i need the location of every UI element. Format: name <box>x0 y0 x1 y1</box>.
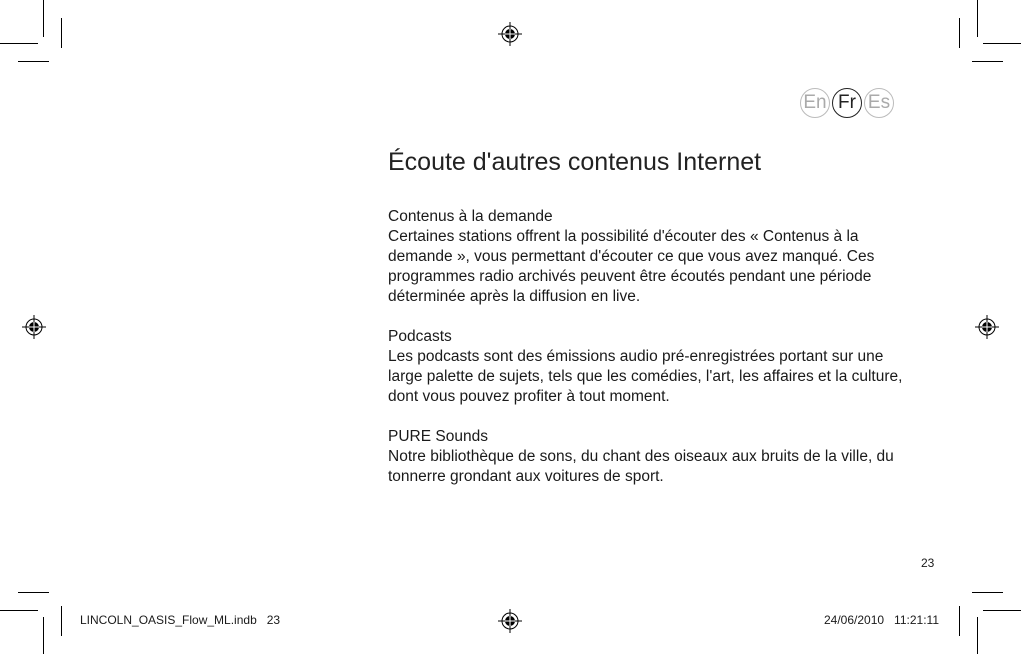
language-selector <box>800 88 894 118</box>
language-fr: Fr <box>832 88 862 118</box>
registration-mark-icon <box>21 314 47 340</box>
section-heading: Podcasts <box>388 328 452 345</box>
section-podcasts <box>388 327 908 407</box>
section-body: Les podcasts sont des émissions audio pré-enregistrées portant sur une large palette de sujets, tels que les comédies, l'art, les affaires et la culture, dont vous pouvez profiter à tout moment. <box>388 348 903 405</box>
slug-filename: LINCOLN_OASIS_Flow_ML.indb 23 <box>80 613 281 627</box>
crop-mark <box>43 617 44 654</box>
section-body: Certaines stations offrent la possibilité d'écouter des « Contenus à la demande », vous permettant d'écouter ce que vous avez manqué. Ces programmes radio archivés peuvent être écoutés pendant une période déterminée après la diffusion en live. <box>388 228 875 305</box>
crop-mark <box>43 0 44 37</box>
crop-mark <box>972 61 1003 62</box>
crop-mark <box>983 610 1021 611</box>
crop-mark <box>959 606 960 636</box>
section-body: Notre bibliothèque de sons, du chant des oiseaux aux bruits de la ville, du tonnerre grondant aux voitures de sport. <box>388 448 894 485</box>
section-heading: PURE Sounds <box>388 428 488 445</box>
section-heading: Contenus à la demande <box>388 208 553 225</box>
section-on-demand <box>388 207 908 307</box>
crop-mark <box>959 18 960 48</box>
crop-mark <box>0 610 38 611</box>
registration-mark-icon <box>497 608 523 634</box>
registration-mark-icon <box>497 21 523 47</box>
crop-mark <box>18 592 49 593</box>
crop-mark <box>972 592 1003 593</box>
crop-mark <box>61 606 62 636</box>
section-pure-sounds <box>388 427 908 487</box>
crop-mark <box>977 617 978 654</box>
registration-mark-icon <box>974 314 1000 340</box>
crop-mark <box>983 43 1021 44</box>
language-es: Es <box>864 88 894 118</box>
crop-mark <box>0 43 38 44</box>
slug-datetime: 24/06/2010 11:21:11 <box>824 613 939 627</box>
page-number: 23 <box>921 556 935 570</box>
crop-mark <box>977 0 978 37</box>
language-en: En <box>800 88 830 118</box>
crop-mark <box>18 61 49 62</box>
page-title: Écoute d'autres contenus Internet <box>388 148 762 176</box>
crop-mark <box>61 18 62 48</box>
